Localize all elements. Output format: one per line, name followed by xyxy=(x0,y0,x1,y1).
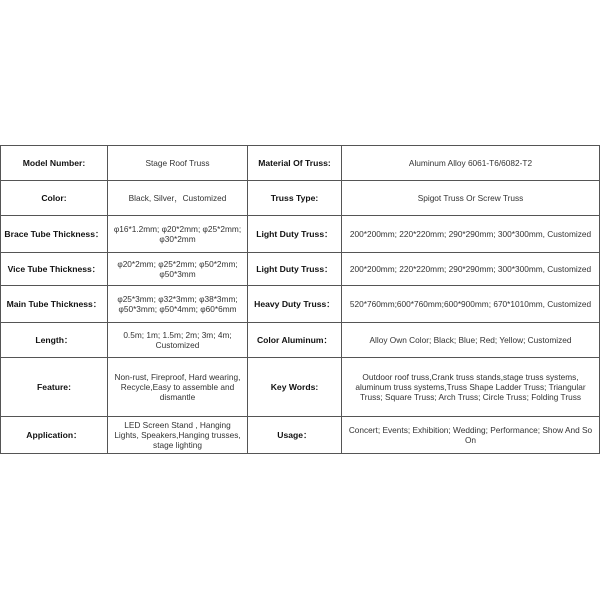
spec-value: Aluminum Alloy 6061-T6/6082-T2 xyxy=(342,146,600,181)
table-row xyxy=(1,253,600,286)
table-row xyxy=(1,181,600,216)
spec-value: Stage Roof Truss xyxy=(108,146,248,181)
spec-label: Feature: xyxy=(1,358,108,417)
spec-label: Key Words: xyxy=(248,358,342,417)
spec-value: Black, Silver，Customized xyxy=(108,181,248,216)
table-row xyxy=(1,323,600,358)
spec-label: Application： xyxy=(1,417,108,454)
spec-label: Material Of Truss: xyxy=(248,146,342,181)
spec-label: Truss Type: xyxy=(248,181,342,216)
table-row xyxy=(1,358,600,417)
spec-label: Color: xyxy=(1,181,108,216)
spec-value: 0.5m; 1m; 1.5m; 2m; 3m; 4m; Customized xyxy=(108,323,248,358)
spec-label: Color Aluminum： xyxy=(248,323,342,358)
spec-value: Alloy Own Color; Black; Blue; Red; Yellow; Customized xyxy=(342,323,600,358)
spec-value: 520*760mm;600*760mm;600*900mm; 670*1010mm, Customized xyxy=(342,286,600,323)
table-row xyxy=(1,146,600,181)
spec-value: 200*200mm; 220*220mm; 290*290mm; 300*300mm, Customized xyxy=(342,216,600,253)
spec-value: φ20*2mm; φ25*2mm; φ50*2mm; φ50*3mm xyxy=(108,253,248,286)
spec-label: Main Tube Thickness： xyxy=(1,286,108,323)
spec-value: LED Screen Stand , Hanging Lights, Speakers,Hanging trusses, stage lighting xyxy=(108,417,248,454)
spec-value: Non-rust, Fireproof, Hard wearing, Recycle,Easy to assemble and dismantle xyxy=(108,358,248,417)
table-row xyxy=(1,417,600,454)
table-row xyxy=(1,286,600,323)
spec-label: Model Number: xyxy=(1,146,108,181)
spec-value: Outdoor roof truss,Crank truss stands,stage truss systems, aluminum truss systems,Truss Shape Ladder Truss; Triangular Truss; Square Truss; Arch Truss; Circle Truss; Folding Truss xyxy=(342,358,600,417)
spec-label: Light Duty Truss： xyxy=(248,253,342,286)
spec-label: Heavy Duty Truss： xyxy=(248,286,342,323)
spec-label: Light Duty Truss： xyxy=(248,216,342,253)
spec-value: φ16*1.2mm; φ20*2mm; φ25*2mm; φ30*2mm xyxy=(108,216,248,253)
spec-label: Vice Tube Thickness： xyxy=(1,253,108,286)
spec-label: Usage： xyxy=(248,417,342,454)
spec-value: 200*200mm; 220*220mm; 290*290mm; 300*300mm, Customized xyxy=(342,253,600,286)
spec-label: Brace Tube Thickness： xyxy=(1,216,108,253)
spec-value: φ25*3mm; φ32*3mm; φ38*3mm; φ50*3mm; φ50*4mm; φ60*6mm xyxy=(108,286,248,323)
spec-table xyxy=(0,145,600,454)
table-row xyxy=(1,216,600,253)
spec-value: Concert; Events; Exhibition; Wedding; Performance; Show And So On xyxy=(342,417,600,454)
spec-label: Length： xyxy=(1,323,108,358)
spec-value: Spigot Truss Or Screw Truss xyxy=(342,181,600,216)
